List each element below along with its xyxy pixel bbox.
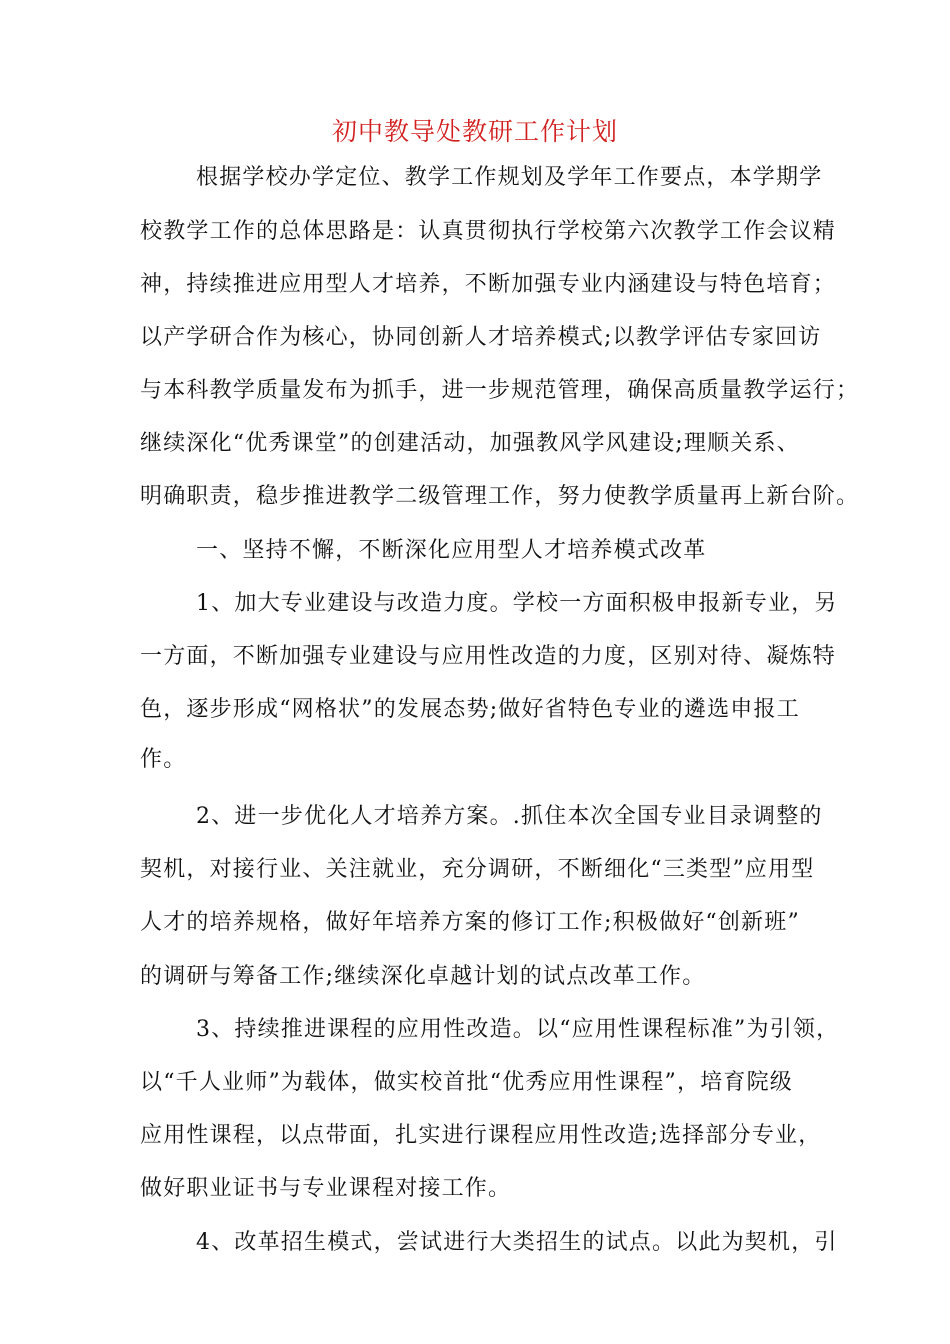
paragraph-line: 应用性课程，以点带面，扎实进行课程应用性改造;选择部分专业， <box>140 1123 822 1148</box>
paragraph-line: 神，持续推进应用型人才培养，不断加强专业内涵建设与特色培育； <box>140 272 837 297</box>
section-heading: 一、坚持不懈，不断深化应用型人才培养模式改革 <box>196 538 707 563</box>
paragraph-line: 做好职业证书与专业课程对接工作。 <box>140 1176 512 1201</box>
paragraph-line: 与本科教学质量发布为抓手，进一步规范管理，确保高质量教学运行； <box>140 378 860 403</box>
paragraph-line: 校教学工作的总体思路是：认真贯彻执行学校第六次教学工作会议精 <box>140 219 837 244</box>
paragraph-line: 的调研与筹备工作;继续深化卓越计划的试点改革工作。 <box>140 964 706 989</box>
paragraph-line: 以“千人业师”为载体，做实校首批“优秀应用性课程”，培育院级 <box>140 1070 793 1095</box>
paragraph-line: 以产学研合作为核心，协同创新人才培养模式;以教学评估专家回访 <box>140 325 822 350</box>
paragraph-line: 2、进一步优化人才培养方案。.抓住本次全国专业目录调整的 <box>196 804 823 829</box>
paragraph-line: 继续深化“优秀课堂”的创建活动，加强教风学风建设;理顺关系、 <box>140 431 800 456</box>
paragraph-line: 1、加大专业建设与改造力度。学校一方面积极申报新专业，另 <box>196 591 838 616</box>
paragraph-line: 作。 <box>140 747 187 772</box>
paragraph-line: 色，逐步形成“网格状”的发展态势;做好省特色专业的遴选申报工 <box>140 697 800 722</box>
paragraph-line: 3、持续推进课程的应用性改造。以“应用性课程标准”为引领， <box>196 1017 840 1042</box>
paragraph-line: 4、改革招生模式，尝试进行大类招生的试点。以此为契机，引 <box>196 1230 838 1255</box>
paragraph-line: 一方面，不断加强专业建设与应用性改造的力度，区别对待、凝炼特 <box>140 644 837 669</box>
paragraph-line: 根据学校办学定位、教学工作规划及学年工作要点，本学期学 <box>196 165 823 190</box>
paragraph-line: 人才的培养规格，做好年培养方案的修订工作;积极做好“创新班” <box>140 910 800 935</box>
document-title: 初中教导处教研工作计划 <box>331 117 618 146</box>
paragraph-line: 契机，对接行业、关注就业，充分调研，不断细化“三类型”应用型 <box>140 857 815 882</box>
paragraph-line: 明确职责，稳步推进教学二级管理工作，努力使教学质量再上新台阶。 <box>140 484 860 509</box>
